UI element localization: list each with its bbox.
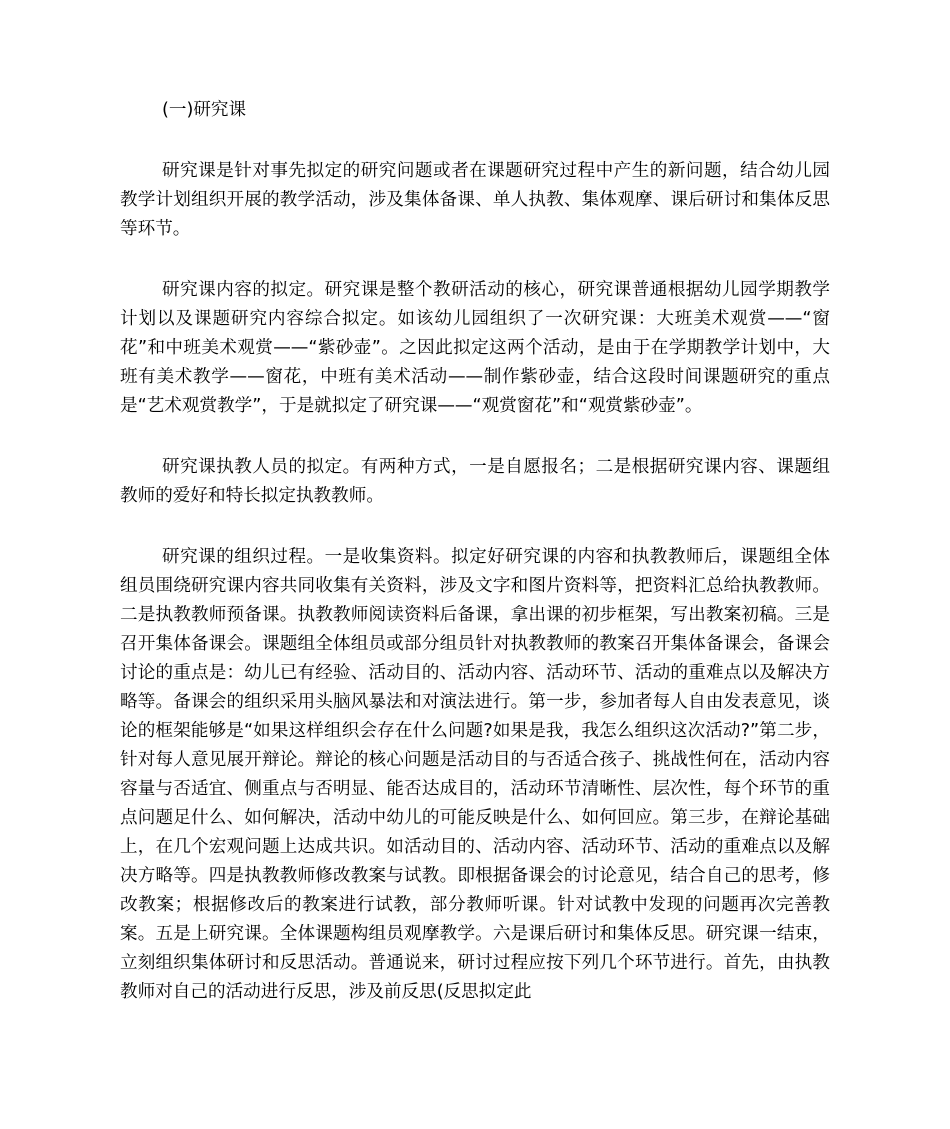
- paragraph-content-selection: 研究课内容的拟定。研究课是整个教研活动的核心，研究课普通根据幼儿园学期教学计划以及课题研究内容综合拟定。如该幼儿园组织了一次研究课：大班美术观赏——“窗花”和中班美术观赏——“紫砂壶”。之因此拟定这两个活动，是由于在学期教学计划中，大班有美术教学——窗花，中班有美术活动——制作紫砂壶，结合这段时间课题研究的重点是“艺术观赏教学”，于是就拟定了研究课——“观赏窗花”和“观赏紫砂壶”。: [120, 280, 830, 416]
- paragraph-teacher-selection: 研究课执教人员的拟定。有两种方式，一是自愿报名；二是根据研究课内容、课题组教师的爱好和特长拟定执教教师。: [120, 457, 830, 506]
- paragraph-organization-process: 研究课的组织过程。一是收集资料。拟定好研究课的内容和执教教师后，课题组全体组员围绕研究课内容共同收集有关资料，涉及文字和图片资料等，把资料汇总给执教教师。二是执教教师预备课。执教教师阅读资料后备课，拿出课的初步框架，写出教案初稿。三是召开集体备课会。课题组全体组员或部分组员针对执教教师的教案召开集体备课会，备课会讨论的重点是：幼儿已有经验、活动目的、活动内容、活动环节、活动的重难点以及解决方略等。备课会的组织采用头脑风暴法和对演法进行。第一步，参加者每人自由发表意见，谈论的框架能够是“如果这样组织会存在什么问题?如果是我，我怎么组织这次活动?”第二步，针对每人意见展开辩论。辩论的核心问题是活动目的与否适合孩子、挑战性何在，活动内容容量与否适宜、侧重点与否明显、能否达成目的，活动环节清晰性、层次性，每个环节的重点问题足什么、如何解决，活动中幼儿的可能反映是什么、如何回应。第三步，在辩论基础上，在几个宏观问题上达成共识。如活动目的、活动内容、活动环节、活动的重难点以及解决方略等。四是执教教师修改教案与试教。即根据备课会的讨论意见，结合自己的思考，修改教案；根据修改后的教案进行试教，部分教师听课。针对试教中发现的问题再次完善教案。五是上研究课。全体课题构组员观摩教学。六是课后研讨和集体反思。研究课一结束，立刻组织集体研讨和反思活动。普通说来，研讨过程应按下列几个环节进行。首先，由执教教师对自己的活动进行反思，涉及前反思(反思拟定此: [120, 547, 830, 1002]
- section-heading: (一)研究课: [162, 100, 247, 120]
- document-body: [120, 96, 830, 1007]
- paragraph-intro: 研究课是针对事先拟定的研究问题或者在课题研究过程中产生的新问题，结合幼儿园教学计划组织开展的教学活动，涉及集体备课、单人执教、集体观摩、课后研讨和集体反思等环节。: [120, 161, 830, 239]
